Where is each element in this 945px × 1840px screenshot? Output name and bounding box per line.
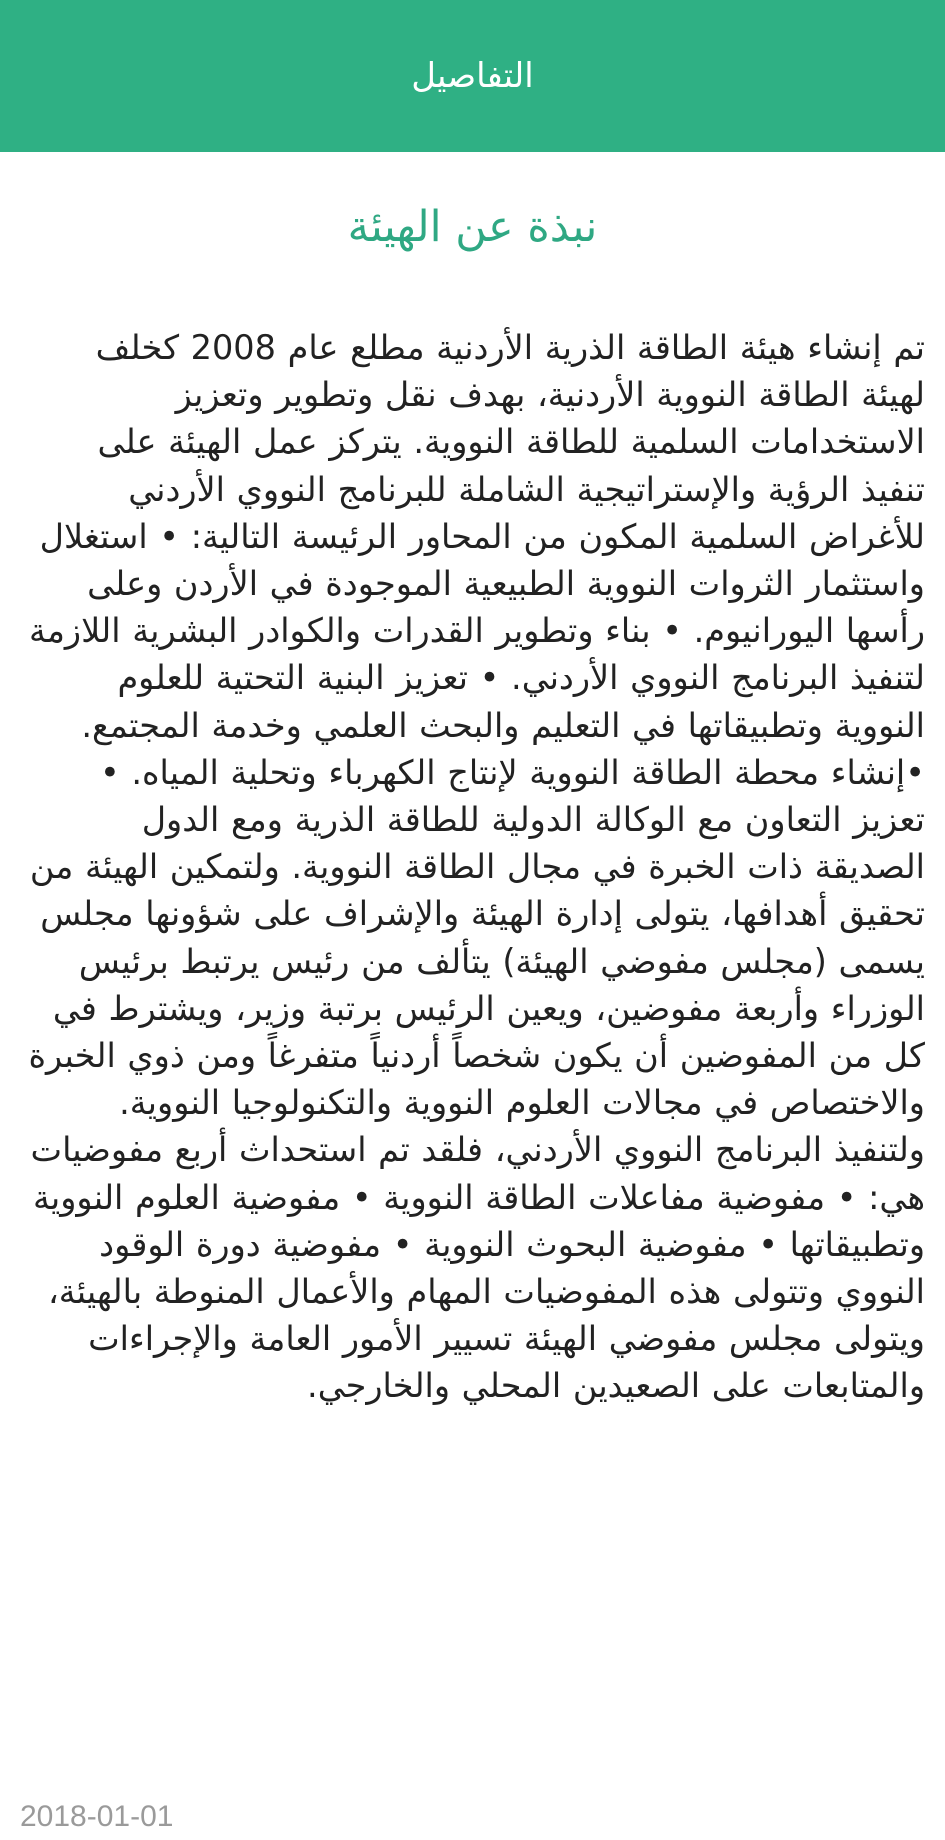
article-date: 2018-01-01	[20, 1800, 174, 1833]
article-heading: نبذة عن الهيئة	[347, 202, 598, 252]
app-bar-title: التفاصيل	[411, 56, 534, 96]
app-bar	[0, 0, 945, 152]
details-content[interactable]	[0, 152, 945, 1840]
article-body: تم إنشاء هيئة الطاقة الذرية الأردنية مطلع عام 2008 كخلف لهيئة الطاقة النووية الأردنية، بهدف نقل وتطوير وتعزيز الاستخدامات السلمية للطاقة النووية. يتركز عمل الهيئة على تنفيذ الرؤية والإستراتيجية الشاملة للبرنامج النووي الأردني للأغراض السلمية المكون من المحاور الرئيسة التالية: • استغلال واستثمار الثروات النووية الطبيعية الموجودة في الأردن وعلى رأسها اليورانيوم. • بناء وتطوير القدرات والكوادر البشرية اللازمة لتنفيذ البرنامج النووي الأردني. • تعزيز البنية التحتية للعلوم النووية وتطبيقاتها في التعليم والبحث العلمي وخدمة المجتمع. •إنشاء محطة الطاقة النووية لإنتاج الكهرباء وتحلية المياه. • تعزيز التعاون مع الوكالة الدولية للطاقة الذرية ومع الدول الصديقة ذات الخبرة في مجال الطاقة النووية. ولتمكين الهيئة من تحقيق أهدافها، يتولى إدارة الهيئة والإشراف على شؤونها مجلس يسمى (مجلس مفوضي الهيئة) يتألف من رئيس يرتبط برئيس الوزراء وأربعة مفوضين، ويعين الرئيس برتبة وزير، ويشترط في كل من المفوضين أن يكون شخصاً أردنياً متفرغاً ومن ذوي الخبرة والاختصاص في مجالات العلوم النووية والتكنولوجيا النووية. ولتنفيذ البرنامج النووي الأردني، فلقد تم استحداث أربع مفوضيات هي: • مفوضية مفاعلات الطاقة النووية • مفوضية العلوم النووية وتطبيقاتها • مفوضية البحوث النووية • مفوضية دورة الوقود النووي وتتولى هذه المفوضيات المهام والأعمال المنوطة بالهيئة، ويتولى مجلس مفوضي الهيئة تسيير الأمور العامة والإجراءات والمتابعات على الصعيدين المحلي والخارجي.	[28, 328, 925, 1406]
